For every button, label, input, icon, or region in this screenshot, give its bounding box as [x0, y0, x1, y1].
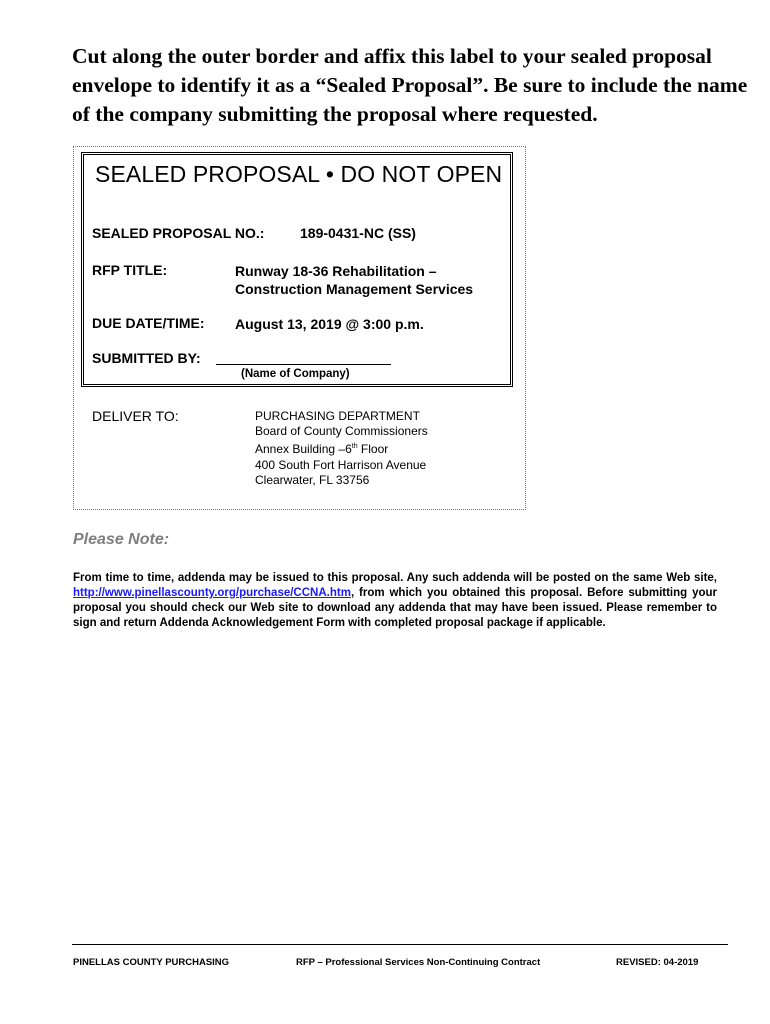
submitted-by-label: SUBMITTED BY:: [92, 350, 201, 366]
deliver-line2: Board of County Commissioners: [255, 424, 428, 439]
proposal-no-value: 189-0431-NC (SS): [300, 225, 416, 241]
rfp-title-value: [235, 262, 473, 298]
due-date-label: DUE DATE/TIME:: [92, 315, 205, 331]
footer-left: PINELLAS COUNTY PURCHASING: [73, 957, 230, 968]
company-name-line[interactable]: [216, 364, 391, 365]
footer-rule: [72, 944, 728, 945]
due-date-value: August 13, 2019 @ 3:00 p.m.: [235, 316, 424, 332]
deliver-to-label: DELIVER TO:: [92, 408, 179, 424]
note-heading: Please Note:: [73, 531, 170, 548]
company-name-hint: (Name of Company): [241, 368, 350, 380]
footer-right: REVISED: 04-2019: [616, 957, 699, 968]
proposal-no-label: SEALED PROPOSAL NO.:: [92, 225, 265, 241]
note-body: From time to time, addenda may be issued to this proposal. Any such addenda will be posted on the same Web site, http://www.pinellascounty.org/purchase/CCNA.htm, from which you obtained this proposal. Before submitting your proposal you should check our Web site to download any addenda that may have been issued. Please remember to sign and return Addenda Acknowledgement Form with completed proposal package if applicable.: [73, 572, 717, 629]
deliver-line4: 400 South Fort Harrison Avenue: [255, 457, 427, 472]
instructions-text: Cut along the outer border and affix this label to your sealed proposal envelope to identify it as a “Sealed Proposal”. Be sure to include the name of the company submitting the proposal where requested.: [72, 44, 748, 126]
deliver-line5: Clearwater, FL 33756: [255, 472, 370, 487]
label-title: SEALED PROPOSAL • DO NOT OPEN: [95, 161, 503, 187]
rfp-title-line2: Construction Management Services: [235, 281, 474, 297]
addenda-link[interactable]: http://www.pinellascounty.org/purchase/CCNA.htm: [73, 587, 351, 599]
deliver-line1: PURCHASING DEPARTMENT: [255, 409, 420, 423]
footer-center: RFP – Professional Services Non-Continuing Contract: [296, 957, 541, 968]
deliver-address: [255, 409, 428, 488]
rfp-title-line1: Runway 18-36 Rehabilitation –: [235, 263, 437, 279]
rfp-title-label: RFP TITLE:: [92, 262, 168, 278]
deliver-line3: Annex Building –6th Floor: [255, 442, 389, 457]
